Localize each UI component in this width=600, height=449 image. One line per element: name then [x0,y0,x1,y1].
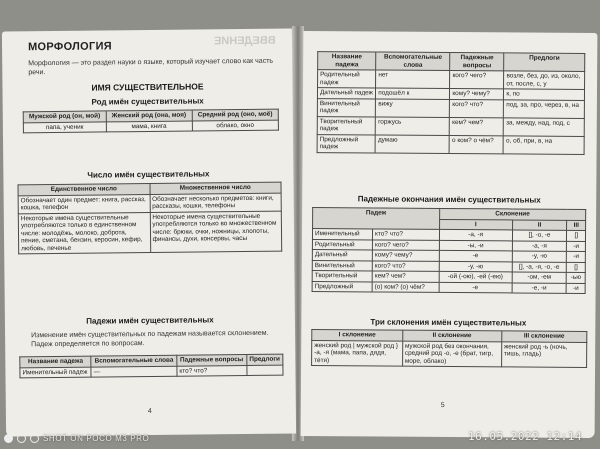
bleed-through-heading: ВВЕДЕНИЕ [213,34,276,48]
declension-header: II склонение [403,330,502,341]
endings-cell: кого? чего? [372,239,439,250]
gender-cell: мама, книга [106,121,192,132]
three-declensions-heading: Три склонения имён существительных [370,317,527,328]
endings-cell: [], -а, -я, -о, -е [512,261,567,272]
endings-cell: -е, -и [512,282,567,293]
case-header: Название падежа [20,356,91,367]
endings-cell: [], -о, -е [512,230,567,241]
number-cell: Обозначает несколько предметов: книги, рассказы, кошки, телефоны [150,193,282,212]
case-cell: к, по [504,89,585,100]
endings-cell: -а, -я [512,240,567,251]
case-cell: Именительный падеж [20,367,91,378]
case-cell: кого? чего? [450,71,504,89]
case-cell: подошёл к [376,88,450,99]
number-header: Множественное число [149,182,281,194]
case-cell: нет [376,70,450,89]
dot-icon [17,434,26,443]
declension-header: I склонение [312,330,403,341]
case-header: Падежные вопросы [450,53,504,71]
endings-cell: -а, -я [439,229,512,240]
endings-cell: -ой (-ою), -ей (-ею) [439,271,512,282]
endings-cell: кого? что? [372,260,439,271]
case-cell: вижу [376,98,450,117]
case-table-continued [317,51,586,154]
endings-cell: -у, -ю [439,261,512,272]
number-header: Единственное число [18,183,150,195]
declension-header: III склонение [502,331,587,342]
case-cell: — [91,366,177,377]
gender-header: Мужской род (он, мой) [23,111,106,122]
declension-cell: женский род -ь (ночь, тишь, гладь) [501,341,586,367]
case-intro: Изменение имён существительных по падежам называется склонением. Падеж определяется по вопросам. [31,329,269,349]
endings-cell: -у, -ю [512,251,567,262]
endings-cell: кто? что? [372,229,439,240]
left-page [2,28,296,436]
case-header: Падежные вопросы [177,354,247,365]
declension-cell: мужской род без окончания, средний род -о, -е (брат, тигр, море, облако) [402,341,501,367]
dot-icon [30,434,39,443]
endings-cell: -и [567,283,586,294]
case-cell: думаю [375,134,449,153]
endings-cell: -ом, -ем [512,272,567,283]
page-number: 4 [147,407,152,416]
endings-cell: -е [439,282,512,293]
endings-cell: -ью [567,272,586,283]
endings-cell: кем? чем? [372,271,439,282]
number-cell: Некоторые имена существительные употребляются только во множественном числе: брюки, очки, ножницы, хлопоты, финансы, духи, консервы, часы [150,211,282,253]
gender-header: Женский род (она, моя) [106,110,192,121]
three-declensions-table [311,329,587,368]
case-header: Предлоги [504,53,585,72]
endings-cell: Предложный [312,281,372,292]
case-cell: кому? чему? [450,89,504,100]
case-cell: под, за, про, через, в, на [504,99,585,118]
case-cell: о ком? о чём? [449,135,503,153]
endings-cell: -и [567,241,586,252]
camera-watermark-text: SHOT ON POCO M3 PRO [43,434,150,443]
number-cell: Обозначает один предмет: книга, рассказ, кошка, телефон [18,194,150,213]
declension-number: II [512,219,567,230]
endings-heading: Падежные окончания имён существительных [357,194,541,205]
case-header: Вспомогательные слова [376,52,450,71]
case-cell: кем? чем? [450,117,504,135]
case-cell: Винительный падеж [317,98,375,116]
case-cell [247,365,283,376]
gender-cell: папа, ученик [23,121,106,132]
gender-heading: Род имён существительных [91,96,204,107]
case-cell: за, между, над, под, с [504,117,585,136]
gender-header: Средний род (оно, моё) [192,109,278,120]
endings-cell: Винительный [312,260,372,271]
number-heading: Число имён существительных [87,169,210,180]
case-heading: Падежи имён существительных [86,315,214,326]
endings-cell: (о) ком? (о) чём? [372,281,439,292]
camera-watermark [4,434,149,443]
endings-cell: -е [439,250,512,261]
declension-number: III [567,220,586,231]
endings-header-case: Падеж [313,208,440,230]
case-cell: горжусь [375,116,449,135]
case-cell: Предложный падеж [317,134,375,152]
endings-cell: -ы, -и [439,240,512,251]
case-cell: кто? что? [177,365,247,376]
case-cell: о, об, при, в, на [503,135,584,154]
gender-table [23,109,279,134]
case-cell: Дательный падеж [317,88,375,99]
dot-icon [4,434,13,443]
number-cell: Некоторые имена существительные употребляются только в единственном числе: молодёжь, молоко, доброта, пение, сметана, бензин, керосин, кефир, любовь, печенье [18,212,150,254]
declension-cell: женский род | мужской род } -а, -я (мама, папа, дядя, тётя) [312,340,403,366]
noun-heading: ИМЯ СУЩЕСТВИТЕЛЬНОЕ [91,81,204,93]
page-number: 5 [440,401,445,409]
endings-cell: Родительный [312,239,372,250]
case-cell: Творительный падеж [317,116,375,134]
case-header: Название падежа [318,52,376,70]
page-title: МОРФОЛОГИЯ [27,40,113,54]
number-table [17,182,282,255]
case-cell: Родительный падеж [318,70,376,88]
endings-cell: [] [567,262,586,273]
case-header: Вспомогательные слова [91,355,177,366]
endings-cell: Творительный [312,271,372,282]
endings-cell: [] [567,230,586,241]
endings-cell: -и [567,251,586,262]
photo-timestamp: 16.05.2022 12:14 [468,430,582,443]
endings-table [312,207,587,294]
right-page [301,31,598,438]
case-table-start [19,354,283,379]
case-header: Предлоги [246,354,282,365]
gender-cell: облако, окно [192,120,278,131]
intro-text: Морфология — это раздел науки о языке, который изучает слово как часть речи. [28,57,274,77]
endings-cell: Именительный [312,229,372,240]
declension-number: I [439,219,512,230]
case-cell: кого? что? [450,99,504,117]
case-cell: возле, без, до, из, около, от, после, с, у [504,71,585,90]
endings-cell: Дательный [312,250,372,261]
endings-cell: кому? чему? [372,250,439,261]
endings-header-declension: Склонение [439,208,585,220]
